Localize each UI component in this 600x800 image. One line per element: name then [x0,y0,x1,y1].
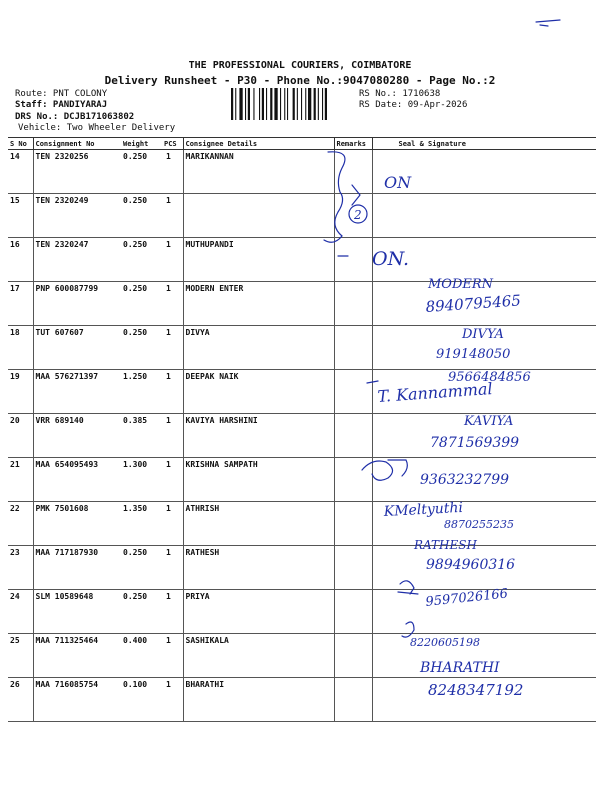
handwritten-phone-23: 9894960316 [426,557,516,573]
cell-remarks [334,326,372,370]
table-row [8,238,596,282]
handwritten-name-17: MODERN [428,277,494,292]
runsheet-subtitle: Delivery Runsheet - P30 - Phone No.:9047080280 - Page No.:2 [104,74,496,87]
cell-pcs: 1 [164,458,183,502]
cell-consignee: BHARATHI [183,678,334,722]
cell-weight: 0.400 [117,634,164,678]
cell-remarks [334,502,372,546]
cell-signature [372,326,596,370]
cell-consignee: MUTHUPANDI [183,238,334,282]
table-row [8,502,596,546]
barcode-bar [293,88,295,120]
route-label: Route: PNT COLONY [15,89,108,99]
barcode-bar [253,88,254,120]
cell-consignee: KAVIYA HARSHINI [183,414,334,458]
barcode-bar [287,88,288,120]
column-header-pcs: PCS [164,138,183,150]
barcode-bar [297,88,298,120]
cell-sno: 16 [8,238,33,282]
cell-pcs: 1 [164,590,183,634]
cell-remarks [334,458,372,502]
barcode-bar [245,88,246,120]
cell-consignment-no: MAA 576271397 [33,370,117,414]
cell-sno: 22 [8,502,33,546]
table-row [8,634,596,678]
cell-signature [372,370,596,414]
handwritten-name-22: KMeltyuthi [383,499,464,520]
company-title: THE PROFESSIONAL COURIERS, COIMBATORE [188,60,412,71]
cell-sno: 15 [8,194,33,238]
cell-remarks [334,590,372,634]
cell-pcs: 1 [164,326,183,370]
barcode-bar [318,88,319,120]
table-row [8,414,596,458]
cell-consignee: SASHIKALA [183,634,334,678]
cell-consignment-no: TUT 607607 [33,326,117,370]
barcode-bar [235,88,236,120]
cell-sno: 26 [8,678,33,722]
cell-pcs: 1 [164,546,183,590]
cell-signature [372,414,596,458]
cell-pcs: 1 [164,282,183,326]
cell-consignee: ATHRISH [183,502,334,546]
handwritten-name-23: RATHESH [414,538,477,552]
table-row [8,546,596,590]
cell-signature [372,282,596,326]
cell-remarks [334,634,372,678]
column-header-consignment: Consignment No [33,138,117,150]
cell-consignment-no: MAA 654095493 [33,458,117,502]
cell-consignment-no: MAA 716085754 [33,678,117,722]
cell-consignee: DIVYA [183,326,334,370]
cell-weight: 0.250 [117,238,164,282]
cell-consignment-no: SLM 10589648 [33,590,117,634]
corner-pen-mark [536,20,560,26]
table-row [8,194,596,238]
cell-signature [372,546,596,590]
handwritten-on-16: ON. [372,248,410,270]
handwritten-name-19: T. Kannammal [376,379,494,406]
column-header-consignee: Consignee Details [183,138,334,150]
handwritten-phone-22: 8870255235 [444,518,514,531]
handwritten-phone-20: 7871569399 [430,435,520,451]
cell-pcs: 1 [164,678,183,722]
cell-signature [372,238,596,282]
cell-sno: 25 [8,634,33,678]
barcode-bar [248,88,250,120]
cell-sno: 23 [8,546,33,590]
barcode-bar [270,88,272,120]
cell-weight: 0.250 [117,326,164,370]
cell-remarks [334,678,372,722]
cell-remarks [334,546,372,590]
handwritten-phone-24: 9597026166 [424,586,509,610]
cell-signature [372,150,596,194]
handwritten-name-20: KAVIYA [464,414,514,429]
cell-pcs: 1 [164,194,183,238]
cell-consignment-no: PMK 7501608 [33,502,117,546]
table-header [8,138,596,150]
cell-consignee: MARIKANNAN [183,150,334,194]
cell-consignment-no: MAA 711325464 [33,634,117,678]
handwritten-phone-21: 9363232799 [420,472,510,488]
cell-sno: 21 [8,458,33,502]
barcode-bar [305,88,306,120]
cell-consignee: MODERN ENTER [183,282,334,326]
barcode-bar [239,88,242,120]
barcode-bar [322,88,323,120]
cell-remarks [334,370,372,414]
staff-label: Staff: PANDIYARAJ [15,100,108,110]
barcode-bar [259,88,260,120]
cell-weight: 0.250 [117,590,164,634]
handwritten-name-18: DIVYA [462,327,504,342]
column-header-remarks: Remarks [334,138,372,150]
cell-remarks [334,194,372,238]
table-row [8,370,596,414]
handwritten-on-14: ON [384,173,412,192]
cell-remarks [334,150,372,194]
column-header-weight: Weight [117,138,164,150]
vehicle-label: Vehicle: Two Wheeler Delivery [18,123,176,133]
drs-label: DRS No.: DCJB171063802 [15,112,135,122]
cell-signature [372,194,596,238]
barcode-bar [308,88,311,120]
cell-weight: 0.250 [117,546,164,590]
barcode-bar [301,88,302,120]
cell-signature [372,678,596,722]
cell-consignee [183,194,334,238]
cell-weight: 1.350 [117,502,164,546]
cell-remarks [334,238,372,282]
runsheet-table [8,137,596,722]
cell-pcs: 1 [164,414,183,458]
cell-signature [372,634,596,678]
handwritten-name-26: BHARATHI [420,660,500,676]
barcode-bar [274,88,277,120]
cell-remarks [334,282,372,326]
barcode-bar [325,88,327,120]
table-row [8,458,596,502]
column-header-sno: S No [8,138,33,150]
cell-consignment-no: PNP 600087799 [33,282,117,326]
cell-sno: 18 [8,326,33,370]
table-row [8,326,596,370]
cell-signature [372,499,596,546]
rs-number: RS No.: 1710638 [359,89,441,99]
handwritten-phone-17: 8940795465 [425,291,522,316]
cell-sno: 20 [8,414,33,458]
cell-sno: 19 [8,370,33,414]
cell-pcs: 1 [164,370,183,414]
handwritten-phone-26: 8248347192 [428,681,524,699]
barcode-bar [262,88,264,120]
cell-consignment-no: TEN 2320247 [33,238,117,282]
cell-weight: 0.100 [117,678,164,722]
cell-weight: 0.385 [117,414,164,458]
cell-consignee: RATHESH [183,546,334,590]
barcode [231,88,355,120]
cell-weight: 0.250 [117,282,164,326]
handwritten-phone-18: 919148050 [436,347,511,362]
cell-remarks [334,414,372,458]
cell-pcs: 1 [164,502,183,546]
cell-consignee: KRISHNA SAMPATH [183,458,334,502]
handwritten-circled-15: 2 [354,208,362,222]
cell-sno: 24 [8,590,33,634]
cell-sno: 17 [8,282,33,326]
handwritten-phone-19: 9566484856 [448,370,531,385]
cell-weight: 0.250 [117,150,164,194]
barcode-bar [231,88,233,120]
cell-consignment-no: TEN 2320256 [33,150,117,194]
cell-pcs: 1 [164,634,183,678]
cell-weight: 0.250 [117,194,164,238]
handwritten-phone-25: 8220605198 [410,636,480,649]
cell-consignment-no: MAA 717187930 [33,546,117,590]
cell-weight: 1.300 [117,458,164,502]
cell-signature [372,590,596,634]
cell-signature [372,458,596,502]
barcode-bar [314,88,316,120]
rs-date: RS Date: 09-Apr-2026 [359,100,468,110]
cell-sno: 14 [8,150,33,194]
cell-consignment-no: VRR 689140 [33,414,117,458]
table-row [8,590,596,634]
barcode-bar [284,88,285,120]
cell-consignee: DEEPAK NAIK [183,370,334,414]
cell-consignment-no: TEN 2320249 [33,194,117,238]
barcode-bar [266,88,267,120]
barcode-bar [280,88,281,120]
cell-pcs: 1 [164,238,183,282]
table-row [8,150,596,194]
table-row [8,678,596,722]
cell-pcs: 1 [164,150,183,194]
column-header-signature: Seal & Signature [372,138,596,150]
cell-consignee: PRIYA [183,590,334,634]
table-row [8,282,596,326]
cell-weight: 1.250 [117,370,164,414]
